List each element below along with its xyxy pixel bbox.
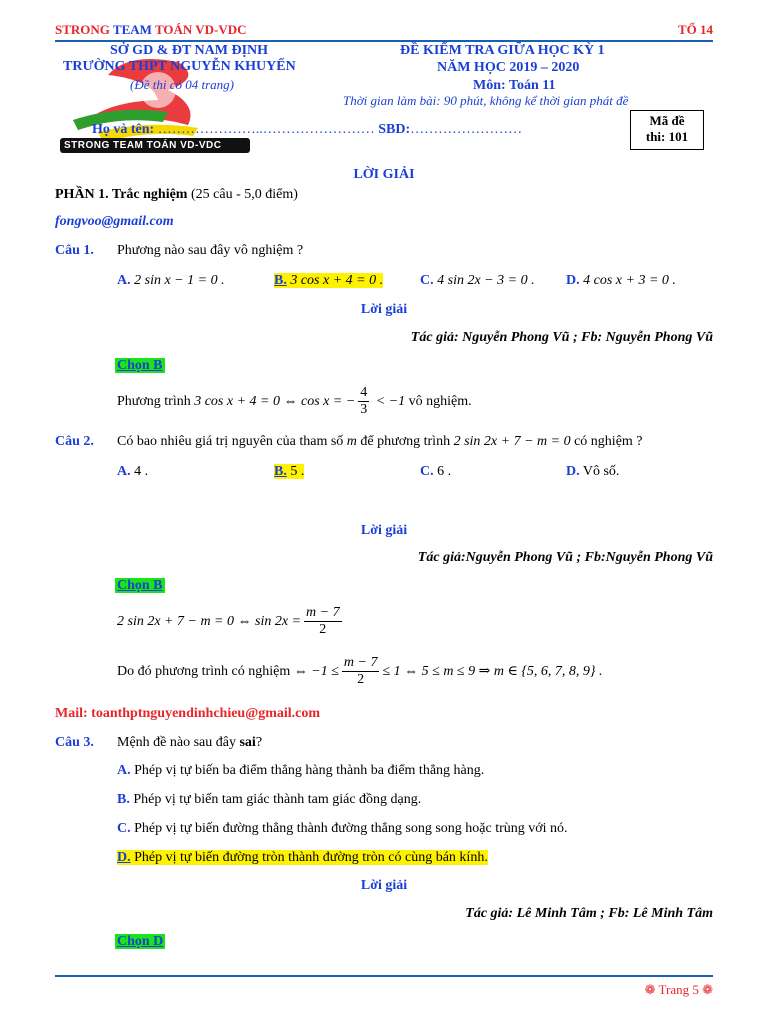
q3-label: Câu 3. [55,735,94,750]
q2-line2-fraction [342,655,380,688]
q2-option-a [117,464,148,480]
contributor-email-1: fongvoo@gmail.com [55,214,174,229]
q3-solution-label: Lời giải [360,878,408,893]
part1-heading [55,187,298,203]
q1-option-d [566,273,676,289]
q2-label: Câu 2. [55,434,94,449]
header-team [55,22,247,38]
q1-expl-suffix: vô nghiệm. [408,394,472,409]
q3-option-d-text: Phép vị tự biến đường tròn thành đường tròn có cùng bán kính. [134,850,488,865]
name-dots: …………………..…………………… [157,122,375,137]
q1-option-c-text: 4 sin 2x − 3 = 0 . [437,273,535,288]
q1-expl-num: 4 [360,385,368,401]
q3-text-c: ? [255,735,263,750]
q2-choice [115,578,165,594]
q2-line1-fraction [304,605,342,638]
q3-option-d-key: D. [117,850,131,865]
q3-option-b-key: B. [117,792,130,807]
exam-code-label: Mã đề [649,113,685,128]
q1-option-c-key: C. [420,273,434,288]
q3-option-c-text: Phép vị tự biến đường thẳng thành đường thẳng song song hoặc trùng với nó. [134,821,568,836]
q2-line1-den: 2 [319,622,327,638]
q1-option-d-text: 4 cos x + 3 = 0 . [583,273,676,288]
q1-option-b-key: B. [274,273,287,288]
q3-choice [115,934,165,950]
q1-choice [115,358,165,374]
q1-option-b-text: 3 cos x + 4 = 0 . [290,273,384,288]
sbd-label: SBD: [378,122,411,137]
q3-option-a-key: A. [117,763,131,778]
q2-line2 [117,652,603,692]
q2-line2-den: 2 [357,672,365,688]
q3-option-a-text: Phép vị tự biến ba điểm thẳng hàng thành ba điểm thẳng hàng. [134,763,485,778]
q1-option-a-text: 2 sin x − 1 = 0 . [134,273,225,288]
q2-text-b: để phương trình [360,434,451,449]
q2-text-m: m [346,434,357,449]
q3-option-c [117,821,568,837]
q2-author: Tác giả:Nguyễn Phong Vũ ; Fb:Nguyễn Phong Vũ [417,550,713,565]
school-name: TRƯỜNG THPT NGUYỄN KHUYẾN [63,59,296,74]
exam-time: Thời gian làm bài: 90 phút, không kể thời gian phát đề [343,93,629,108]
q3-option-d [117,850,488,866]
q1-expl-den: 3 [360,402,368,418]
header-team-c: TOÁN VD-VDC [154,22,247,37]
q2-option-c [420,464,451,480]
q1-expl-prefix: Phương trình [117,394,191,409]
q2-line1 [117,602,345,642]
q3-author: Tác giả: Lê Minh Tâm ; Fb: Lê Minh Tâm [465,906,713,921]
q2-line2-b: ≤ 1 ⇔ 5 ≤ m ≤ 9 ⇒ m ∈ {5, 6, 7, 8, 9} . [382,664,603,679]
q2-text-eq: 2 sin 2x + 7 − m = 0 [453,434,571,449]
q2-line1-math: 2 sin 2x + 7 − m = 0 ⇔ sin 2x = [117,614,302,629]
q1-choice-badge: Chọn B [117,358,163,373]
q1-option-c [420,273,535,289]
q2-option-d-key: D. [566,464,580,479]
exam-year: NĂM HỌC 2019 – 2020 [437,60,580,75]
footer-page-number: Trang 5 [658,982,699,997]
q3-text [117,735,262,751]
exam-code-box [630,110,704,150]
q3-text-a: Mệnh đề nào sau đây [117,735,236,750]
q2-text [117,434,643,450]
q2-line2-prefix: Do đó phương trình có nghiệm [117,664,291,679]
q1-option-b [274,273,383,289]
q1-solution-label: Lời giải [360,302,408,317]
q2-line2-a: ⇔ −1 ≤ [293,664,339,679]
header-rule [55,40,713,42]
q2-option-a-key: A. [117,464,131,479]
q2-option-c-text: 6 . [437,464,452,479]
q1-expl-tail: < −1 [375,394,406,409]
footer-page [645,982,713,998]
q1-text: Phương nào sau đây vô nghiệm ? [117,243,304,258]
q2-option-c-key: C. [420,464,434,479]
name-label: Họ và tên: [92,122,155,137]
exam-title: ĐỀ KIỂM TRA GIỮA HỌC KỲ 1 [400,43,605,58]
exam-subject: Môn: Toán 11 [473,78,556,93]
header-group: TỔ 14 [677,22,713,37]
q3-option-a [117,763,484,779]
footer-ornament-left: ❁ [644,982,656,997]
q2-line1-num: m − 7 [306,605,340,621]
page-title: LỜI GIẢI [353,167,415,182]
q2-line2-num: m − 7 [343,655,378,671]
q1-label: Câu 1. [55,243,94,258]
q2-option-d-text: Vô số. [582,464,620,479]
part1-heading-rest: (25 câu - 5,0 điểm) [190,187,298,202]
q1-expl-math: 3 cos x + 4 = 0 ⇔ cos x = − [194,394,356,409]
footer-rule [55,975,713,977]
q1-option-a [117,273,225,289]
sbd-dots: …………………… [410,122,523,137]
q2-option-b-text: 5 . [290,464,305,479]
q3-text-b: sai [239,735,256,750]
q1-author: Tác giả: Nguyễn Phong Vũ ; Fb: Nguyễn Phong Vũ [410,330,713,345]
exam-code-value: thi: 101 [645,129,689,144]
part1-heading-bold: PHẦN 1. Trắc nghiệm [55,187,188,202]
header-team-b: TEAM [112,22,152,37]
q3-choice-badge: Chọn D [117,934,164,949]
q3-option-b-text: Phép vị tự biến tam giác thành tam giác đồng dạng. [133,792,422,807]
q2-choice-badge: Chọn B [117,578,163,593]
q2-option-b-key: B. [274,464,287,479]
q1-option-d-key: D. [566,273,580,288]
q2-solution-label: Lời giải [360,523,408,538]
q2-option-b [274,464,304,480]
name-line [92,122,522,138]
q1-option-a-key: A. [117,273,131,288]
q2-option-a-text: 4 . [134,464,149,479]
q1-expl-fraction [358,385,369,418]
school-dept: SỞ GD & ĐT NAM ĐỊNH [110,43,269,58]
q3-option-c-key: C. [117,821,131,836]
footer-ornament-right: ❁ [702,982,713,997]
q3-option-b [117,792,421,808]
pages-note: (Đề thi có 04 trang) [130,77,234,92]
contributor-email-2: Mail: toanthptnguyendinhchieu@gmail.com [55,706,321,721]
q2-text-c: có nghiệm ? [574,434,643,449]
header-team-a: STRONG [55,22,110,37]
q2-text-a: Có bao nhiêu giá trị nguyên của tham số [117,434,344,449]
q2-option-d [566,464,619,480]
logo-text: STRONG TEAM TOÁN VD-VDC [64,140,222,151]
q1-explanation [117,382,472,422]
